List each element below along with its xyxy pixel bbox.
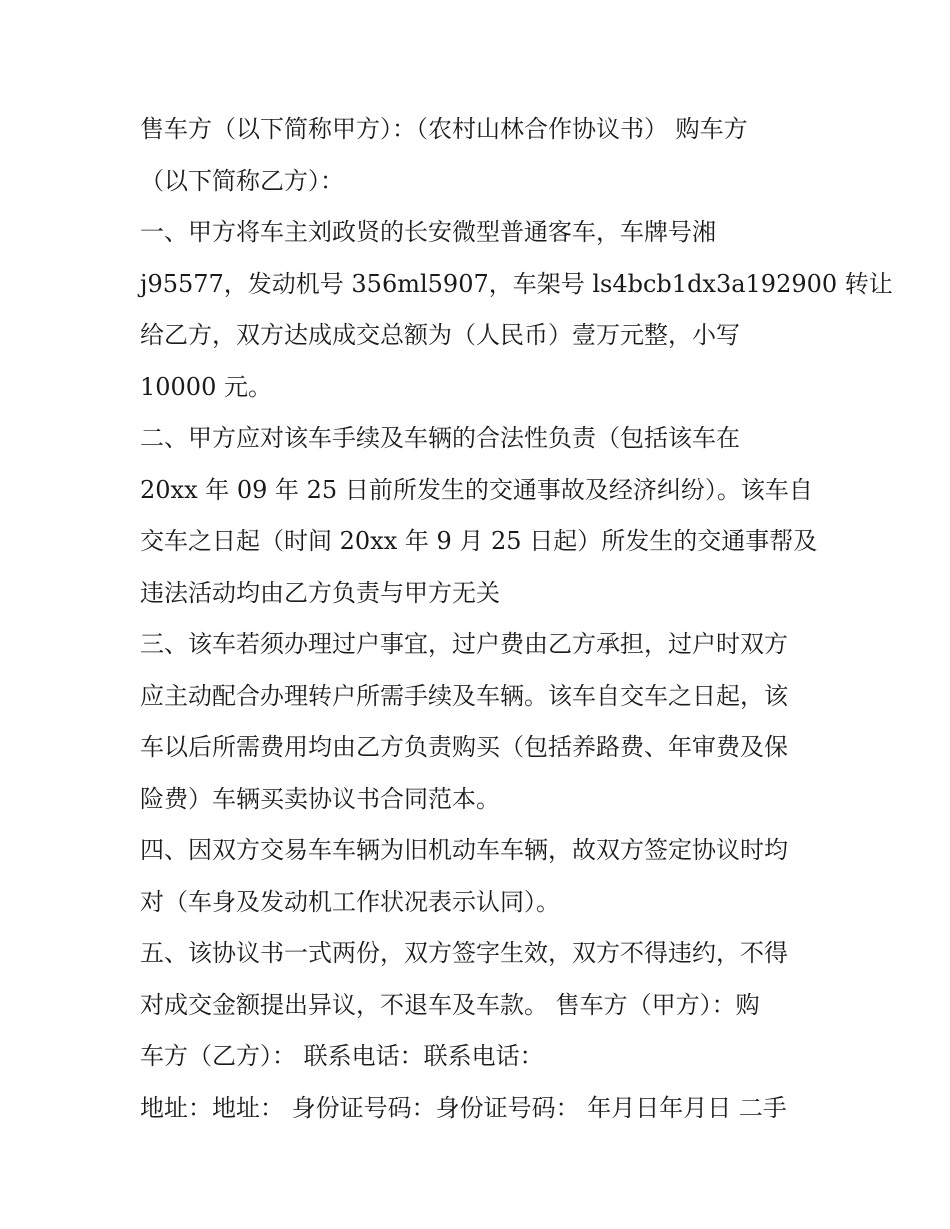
text-line: 对（车身及发动机工作状况表示认同）。	[140, 887, 560, 916]
text-line: （以下简称乙方）：	[140, 166, 344, 195]
text-line: 对成交金额提出异议，不退车及车款。 售车方（甲方）：购	[140, 990, 760, 1019]
text-line: 五、该协议书一式两份，双方签字生效，双方不得违约，不得	[140, 939, 788, 967]
text-line: 交车之日起（时间 20xx 年 9 月 25 日起）所发生的交通事帮及	[140, 527, 818, 555]
text-line: 车以后所需费用均由乙方负责购买（包括养路费、年审费及保	[140, 733, 788, 761]
text-line: 售车方（以下简称甲方）：（农村山林合作协议书） 购车方	[140, 115, 748, 143]
text-line: 一、甲方将车主刘政贤的长安微型普通客车，车牌号湘	[140, 218, 716, 246]
text-line: 10000 元。	[140, 372, 272, 401]
text-line: 三、该车若须办理过户事宜，过户费由乙方承担，过户时双方	[140, 630, 788, 658]
text-line: 应主动配合办理转户所需手续及车辆。该车自交车之日起，该	[140, 681, 788, 710]
text-line: 四、因双方交易车车辆为旧机动车车辆，故双方签定协议时均	[140, 836, 788, 864]
text-line: 违法活动均由乙方负责与甲方无关	[140, 578, 500, 607]
text-line: j95577，发动机号 356ml5907，车架号 ls4bcb1dx3a192900 转让	[140, 269, 893, 298]
text-line: 险费）车辆买卖协议书合同范本。	[140, 784, 500, 813]
document-body	[140, 104, 893, 1134]
text-line: 车方（乙方）： 联系电话：联系电话：	[140, 1042, 544, 1070]
text-line: 给乙方，双方达成成交总额为（人民币）壹万元整，小写	[140, 321, 740, 349]
text-line: 二、甲方应对该车手续及车辆的合法性负责（包括该车在	[140, 424, 740, 452]
text-line: 20xx 年 09 年 25 日前所发生的交通事故及经济纠纷）。该车自	[140, 475, 813, 504]
text-line: 地址：地址： 身份证号码：身份证号码： 年月日年月日 二手	[140, 1093, 787, 1122]
